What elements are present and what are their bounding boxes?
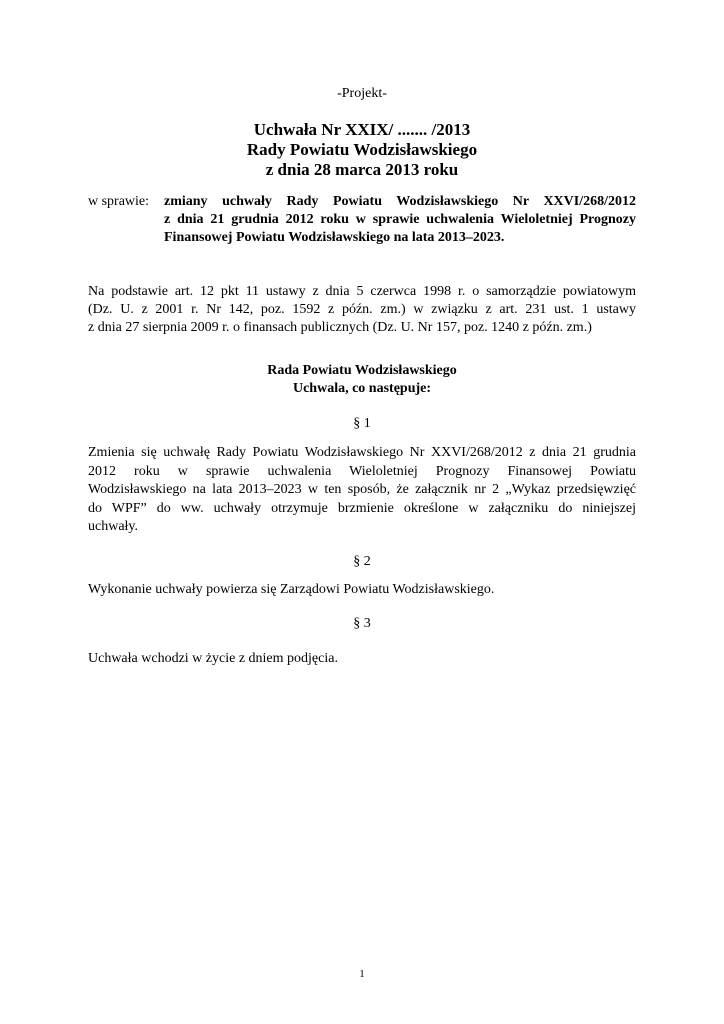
resolution-header <box>0 362 724 398</box>
section-symbol-2: § 2 <box>353 554 371 569</box>
subject-text <box>164 193 636 247</box>
resolution-header-line-1: Rada Powiatu Wodzisławskiego <box>267 363 457 378</box>
resolution-title <box>0 120 724 180</box>
section-1-line: Wodzisławskiego na lata 2013–2023 w ten sposób, że załącznik nr 2 „Wykaz przedsięwzięć <box>88 482 636 497</box>
section-1-line: Zmienia się uchwałę Rady Powiatu Wodzisławskiego Nr XXVI/268/2012 z dnia 21 grudnia <box>88 445 636 460</box>
section-2-paragraph <box>88 581 636 599</box>
legal-basis-line: z dnia 27 sierpnia 2009 r. o finansach publicznych (Dz. U. Nr 157, poz. 1240 z późn. zm.) <box>88 320 592 335</box>
subject-line: Finansowej Powiatu Wodzisławskiego na lata 2013–2023. <box>164 230 505 245</box>
section-3-paragraph <box>88 650 636 668</box>
subject-block <box>88 193 636 247</box>
section-symbol-1: § 1 <box>353 416 371 431</box>
subject-line: zmiany uchwały Rady Powiatu Wodzisławskiego Nr XXVI/268/2012 <box>164 194 636 209</box>
section-1-line: do WPF” do ww. uchwały otrzymuje brzmienie określone w załączniku do niniejszej <box>88 500 636 516</box>
section-symbol-3: § 3 <box>353 616 371 631</box>
title-line-2: Rady Powiatu Wodzisławskiego <box>246 140 478 159</box>
section-2-line: Wykonanie uchwały powierza się Zarządowi Powiatu Wodzisławskiego. <box>88 582 495 597</box>
legal-basis-line: (Dz. U. z 2001 r. Nr 142, poz. 1592 z późn. zm.) w związku z art. 231 ust. 1 ustawy <box>88 302 636 317</box>
title-line-1: Uchwała Nr XXIX/ ....... /2013 <box>253 120 471 139</box>
section-3-line: Uchwała wchodzi w życie z dniem podjęcia. <box>88 651 338 666</box>
projekt-label: -Projekt- <box>337 86 387 101</box>
subject-label: w sprawie: <box>88 194 150 209</box>
resolution-header-line-2: Uchwala, co następuje: <box>292 381 432 396</box>
subject-line: z dnia 21 grudnia 2012 roku w sprawie uchwalenia Wieloletniej Prognozy <box>164 212 636 227</box>
legal-basis-line: Na podstawie art. 12 pkt 11 ustawy z dnia 5 czerwca 1998 r. o samorządzie powiatowym <box>88 284 636 299</box>
page-number: 1 <box>359 968 365 980</box>
section-1-line: uchwały. <box>88 519 139 534</box>
section-1-line: 2012 roku w sprawie uchwalenia Wieloletniej Prognozy Finansowej Powiatu <box>88 463 636 479</box>
title-line-3: z dnia 28 marca 2013 roku <box>265 160 459 179</box>
section-1-paragraph <box>88 444 636 537</box>
legal-basis-paragraph <box>88 283 636 337</box>
